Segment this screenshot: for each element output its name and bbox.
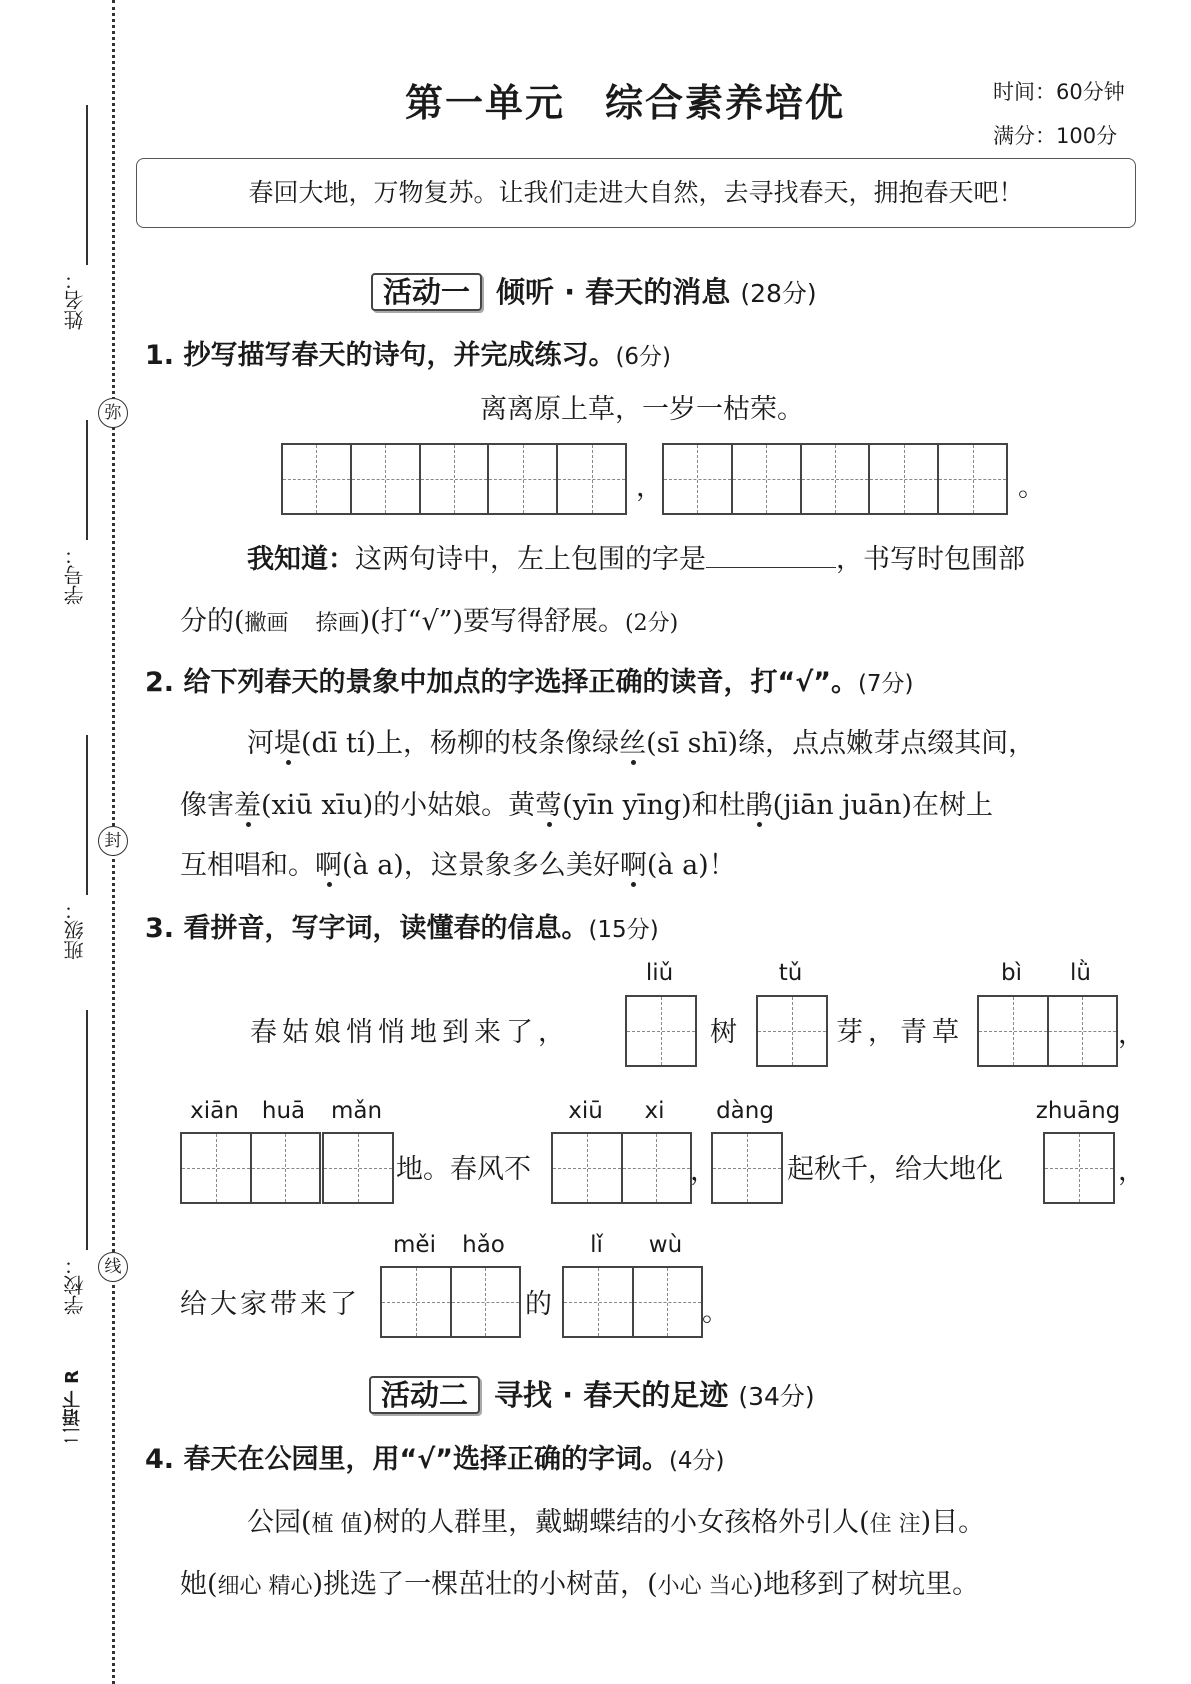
answer-grid[interactable] [625,995,697,1067]
school-label: 学校： [63,1255,87,1315]
answer-grid[interactable] [977,995,1118,1067]
answer-grid[interactable] [562,1266,703,1338]
activity2-tag: 活动二 [369,1376,480,1414]
q1-line2 [180,599,678,638]
pinyin-wu: wù [648,1232,683,1258]
activity1-title: 倾听 · 春天的消息 [496,275,731,309]
pinyin-dang: dàng [716,1098,774,1124]
pinyin-choice[interactable]: (à a)！ [646,850,736,881]
activity2-heading [369,1373,815,1414]
brand-label: 二语下 R [62,1370,83,1445]
answer-grid[interactable] [322,1132,394,1204]
text: 公园( [247,1507,312,1538]
q3-text-1: 春姑娘悄悄地到来了， [250,1017,570,1048]
q2-text: 2. 给下列春天的景象中加点的字选择正确的读音，打“√”。 [145,667,858,698]
time-limit: 时间：60分钟 [993,80,1125,104]
question-4 [145,1437,725,1476]
q3-text-10: 的 [525,1289,552,1320]
q1-line2-a: 分的( [180,606,245,637]
word-choice[interactable]: 植 值 [311,1512,363,1537]
q3-text-7: 起秋千，给大地化 [787,1154,1003,1185]
q1-comma: ， [636,472,663,503]
activity2-title: 寻找 · 春天的足迹 [494,1378,729,1412]
pinyin-choice[interactable]: (xiū xīu)的小姑娘。黄 [261,790,536,821]
q1-points: (6分) [615,344,672,370]
q2-line1 [247,721,1035,760]
know-text2: ，书写时包围部 [836,544,1025,575]
answer-grid[interactable] [1043,1132,1115,1204]
pinyin-xi: xi [644,1098,665,1124]
answer-grid[interactable] [180,1132,321,1204]
q3-text-3: 芽，青草 [836,1017,964,1048]
q4-text: 4. 春天在公园里，用“√”选择正确的字词。 [145,1444,669,1475]
seal-feng: 封 [98,826,128,856]
q3-comma: ， [1118,1019,1145,1050]
pinyin-choice[interactable]: (dī tí)上，杨柳的枝条像绿 [301,728,620,759]
pinyin-hao: hǎo [462,1232,505,1258]
q2-line2 [180,783,993,822]
intro-banner: 春回大地，万物复苏。让我们走进大自然，去寻找春天，拥抱春天吧！ [136,158,1136,228]
q3-text-5: 地。春风不 [396,1154,531,1185]
q1-period: 。 [1018,472,1045,503]
answer-grid[interactable] [711,1132,783,1204]
pinyin-zhuang: zhuāng [1035,1098,1121,1124]
q2-line3 [180,843,736,882]
dotted-char: 莺 [535,790,563,821]
text: )挑选了一棵茁壮的小树苗，( [312,1569,658,1600]
text: 她( [180,1569,218,1600]
pinyin-bi: bì [1001,960,1022,986]
q4-line2 [180,1562,979,1601]
pinyin-choice[interactable]: (sī shī)绦，点点嫩芽点缀其间， [646,728,1036,759]
activity2-points: (34分) [738,1382,815,1411]
number-label: 学号： [63,545,87,605]
q1-poem: 离离原上草，一岁一枯荣。 [480,394,804,425]
q3-text: 3. 看拼音，写字词，读懂春的信息。 [145,913,589,944]
pinyin-xian: xiān [190,1098,239,1124]
q4-line1 [247,1500,985,1539]
q3-period: 。 [702,1297,729,1328]
pinyin-mei: měi [393,1232,436,1258]
pinyin-choice[interactable]: (jiān juān)在树上 [772,790,994,821]
activity1-heading [371,270,817,311]
question-2 [145,660,914,699]
activity1-tag: 活动一 [371,273,482,311]
dotted-char: 羞 [234,790,261,821]
q3-comma: ， [690,1156,717,1187]
number-field[interactable] [86,420,88,540]
q1-line2-points: (2分) [625,611,679,636]
q3-comma: ， [1118,1156,1145,1187]
pinyin-xiu: xiū [568,1098,603,1124]
pinyin-li: lǐ [590,1232,603,1258]
answer-blank[interactable] [706,567,836,568]
know-text: 这两句诗中，左上包围的字是 [355,544,706,575]
page-title: 第一单元 综合素养培优 [405,81,846,125]
q4-points: (4分) [668,1448,725,1474]
answer-grid[interactable] [380,1266,521,1338]
pinyin-choice[interactable]: (yīn yīng)和杜 [562,790,746,821]
dotted-char: 啊 [315,850,342,881]
q3-points: (15分) [588,917,659,943]
class-field[interactable] [86,735,88,895]
answer-grid[interactable] [756,995,828,1067]
dotted-char: 丝 [619,728,647,759]
name-field[interactable] [86,105,88,265]
full-score: 满分：100分 [993,124,1118,148]
text: )地移到了树坑里。 [752,1569,980,1600]
text: )目。 [920,1507,986,1538]
pinyin-liu: liǔ [645,960,674,986]
q1-line2-b: )(打“√”)要写得舒展。 [359,606,625,637]
pinyin-tu: tǔ [778,960,803,986]
pinyin-man: mǎn [330,1098,383,1124]
activity1-points: (28分) [740,279,817,308]
class-label: 班级： [63,900,87,960]
school-field[interactable] [86,1010,88,1250]
text: 河 [247,728,274,759]
q1-text: 1. 抄写描写春天的诗句，并完成练习。 [145,340,616,371]
word-choice[interactable]: 住 注 [869,1512,921,1537]
q3-text-9: 给大家带来了 [180,1289,360,1320]
seal-xian: 线 [98,1252,128,1282]
name-label: 姓名： [63,270,87,330]
seal-mi: 弥 [98,398,128,428]
pinyin-hua: huā [261,1098,306,1124]
answer-grid[interactable] [551,1132,692,1204]
word-choice[interactable]: 细心 精心 [217,1574,313,1599]
text: )树的人群里，戴蝴蝶结的小女孩格外引人( [362,1507,870,1538]
q2-points: (7分) [857,671,914,697]
option-nahua[interactable]: 捺画 [315,611,360,636]
question-1 [145,333,671,372]
pinyin-choice[interactable]: (à a)，这景象多么美好 [342,850,620,881]
dotted-char: 堤 [274,728,301,759]
pinyin-lu: lǜ [1070,960,1091,986]
option-piehua[interactable]: 撇画 [244,611,289,636]
text: 互相唱和。 [180,850,315,881]
know-label: 我知道： [247,544,355,575]
text: 像害 [180,790,234,821]
word-choice[interactable]: 小心 当心 [657,1574,753,1599]
q1-know-line [247,537,1025,576]
dotted-char: 啊 [619,850,647,881]
q1-grid-2[interactable] [662,443,1008,515]
question-3 [145,906,659,945]
q3-text-2: 树 [710,1017,737,1048]
q1-grid-1[interactable] [281,443,627,515]
dotted-char: 鹃 [745,790,773,821]
